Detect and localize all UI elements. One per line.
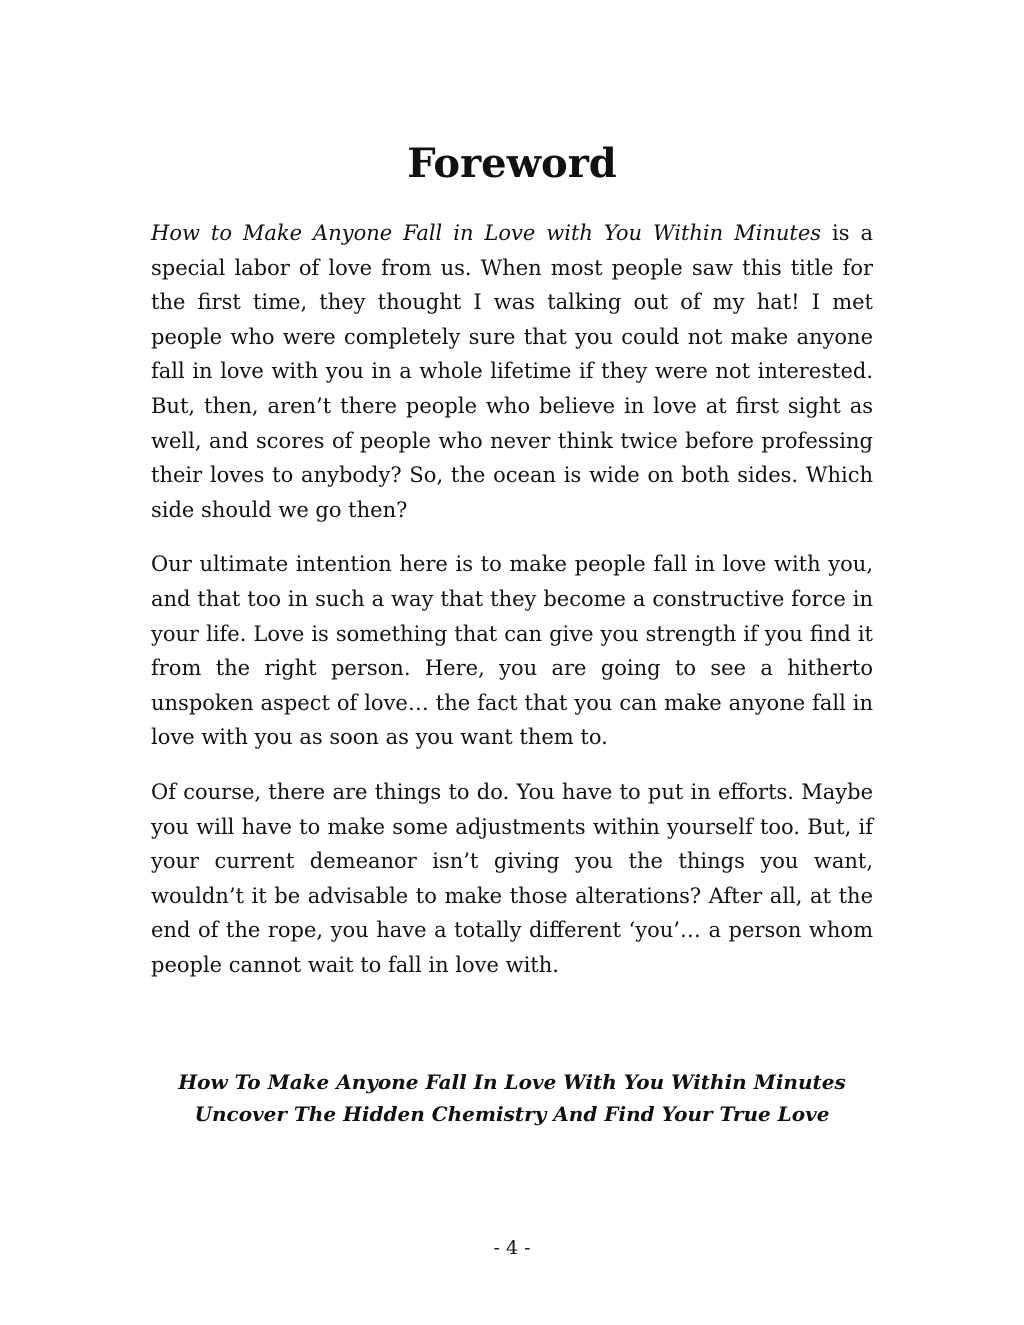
paragraph-2: Our ultimate intention here is to make people fall in love with you, and that too in such a way that they become a constructive force in your life. Love is something that can give you strength if you find it from the right person. Here, you are going to see a hitherto unspoken aspect of love… the fact that you can make anyone fall in love with you as soon as you want them to. xyxy=(151,552,873,750)
paragraph-1-text: is a special labor of love from us. When most people saw this title for the first time, they thought I was talking out of my hat! I met people who were completely sure that you could not make anyone fall in love with you in a whole lifetime if they were not interested. But, then, aren’t there people who believe in love at first sight as well, and scores of people who never think twice before professing their loves to anybody? So, the ocean is wide on both sides. Which side should we go then? xyxy=(151,221,873,522)
paragraph-3: Of course, there are things to do. You have to put in efforts. Maybe you will have to make some adjustments within yourself too. But, if your current demeanor isn’t giving you the things you want, wouldn’t it be advisable to make those alterations? After all, at the end of the rope, you have a totally different ‘you’… a person whom people cannot wait to fall in love with. xyxy=(151,779,873,977)
foreword-body xyxy=(151,216,873,982)
page-number: - 4 - xyxy=(493,1237,531,1259)
book-subtitle-line: Uncover The Hidden Chemistry And Find Your True Love xyxy=(194,1102,830,1126)
paragraph-1 xyxy=(151,216,873,527)
book-subtitle-block xyxy=(0,1066,1024,1130)
page-title: Foreword xyxy=(407,140,617,187)
book-title-reference: How to Make Anyone Fall in Love with You Within Minutes xyxy=(151,221,822,245)
book-title-line: How To Make Anyone Fall In Love With You Within Minutes xyxy=(178,1070,846,1094)
